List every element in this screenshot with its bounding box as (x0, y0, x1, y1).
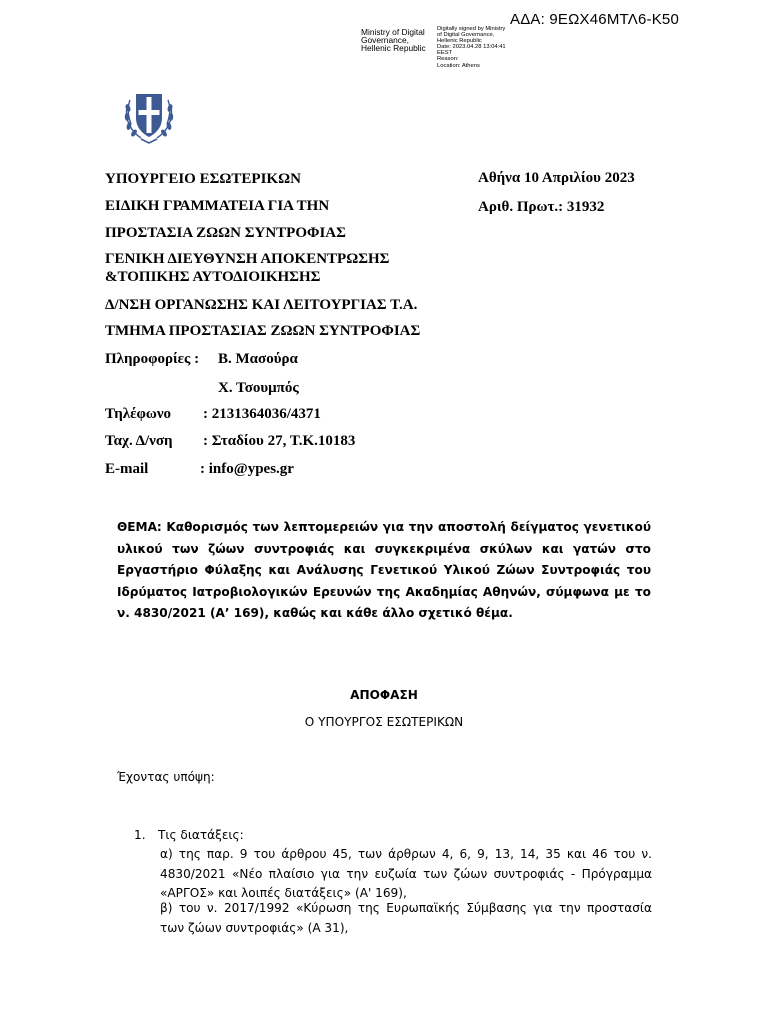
phone-value: : 2131364036/4371 (203, 406, 321, 422)
signature-detail-line: Digitally signed by Ministry (437, 26, 506, 32)
signature-detail-line: Reason: (437, 56, 459, 63)
email-value: : info@ypes.gr (200, 461, 294, 477)
list-item-b: β) του ν. 2017/1992 «Κύρωση της Ευρωπαϊκής Σύμβασης για την προστασία των ζώων συντροφιάς» (Α 31), (160, 901, 652, 935)
considering-line: Έχοντας υπόψη: (117, 770, 215, 784)
signature-detail-line: EEST (437, 50, 453, 57)
ada-code: ΑΔΑ: 9ΕΩΧ46ΜΤΛ6-Κ50 (510, 11, 680, 28)
minister-title: Ο ΥΠΟΥΡΓΟΣ ΕΣΩΤΕΡΙΚΩΝ (304, 715, 464, 729)
signature-detail-line: Date: 2023.04.28 13:04:41 (437, 44, 506, 51)
subject-paragraph: ΘΕΜΑ: Καθορισμός των λεπτομερειών για την αποστολή δείγματος γενετικού υλικού των ζώων συντροφιάς και συγκεκριμένα σκύλων και γατών στο Εργαστήριο Φύλαξης και Ανάλυσης Γενετικού Υλικού Ζώων Συντροφιάς του Ιδρύματος Ιατροβιολογικών Ερευνών της Ακαδημίας Αθηνών, σύμφωνα με το ν. 4830/2021 (Α’ 169), καθώς και κάθε άλλο σχετικό θέμα. (117, 520, 651, 621)
signature-issuer-line: Hellenic Republic (361, 43, 426, 54)
signature-detail-line: Location: Athens (437, 62, 480, 69)
signature-details (437, 26, 506, 69)
info-name-2: Χ. Τσουμπός (218, 380, 299, 396)
secretariat-line-1: ΕΙΔΙΚΗ ΓΡΑΜΜΑΤΕΙΑ ΓΙΑ ΤΗΝ (105, 198, 330, 214)
document-date: Αθήνα 10 Απριλίου 2023 (478, 170, 635, 186)
list-heading: Τις διατάξεις: (158, 828, 244, 842)
department-line: ΤΜΗΜΑ ΠΡΟΣΤΑΣΙΑΣ ΖΩΩΝ ΣΥΝΤΡΟΦΙΑΣ (105, 323, 421, 339)
signature-detail-line: of Digital Governance, (437, 32, 495, 39)
signature-issuer (361, 28, 426, 53)
address-value: : Σταδίου 27, Τ.Κ.10183 (203, 433, 356, 449)
list-number: 1. (134, 828, 146, 842)
directorate-general-line-2: &ΤΟΠΙΚΗΣ ΑΥΤΟΔΙΟΙΚΗΣΗΣ (105, 269, 321, 285)
secretariat-line-2: ΠΡΟΣΤΑΣΙΑ ΖΩΩΝ ΣΥΝΤΡΟΦΙΑΣ (105, 225, 346, 241)
protocol-number: Αριθ. Πρωτ.: 31932 (478, 199, 605, 215)
greek-emblem-icon (119, 84, 179, 146)
phone-label: Τηλέφωνο (105, 406, 172, 422)
ministry-name: ΥΠΟΥΡΓΕΙΟ ΕΣΩΤΕΡΙΚΩΝ (105, 171, 301, 187)
decision-title: ΑΠΟΦΑΣΗ (350, 688, 418, 702)
signature-issuer-line: Ministry of Digital (361, 27, 425, 37)
list-item-a: α) της παρ. 9 του άρθρου 45, των άρθρων 4, 6, 9, 13, 14, 35 και 46 του ν. 4830/2021 «Νέο πλαίσιο για την ευζωία των ζώων συντροφιάς - Πρόγραμμα «ΑΡΓΟΣ» και λοιπές διατάξεις» (Α' 169), (160, 847, 652, 900)
info-name-1: Β. Μασούρα (218, 351, 298, 367)
signature-issuer-line: Governance, (361, 35, 409, 46)
signature-detail-line: Hellenic Republic (437, 38, 482, 45)
address-label: Ταχ. Δ/νση (105, 433, 173, 449)
directorate-general-line-1: ΓΕΝΙΚΗ ΔΙΕΥΘΥΝΣΗ ΑΠΟΚΕΝΤΡΩΣΗΣ (105, 251, 390, 267)
email-label: E-mail (105, 461, 149, 477)
directorate-line: Δ/ΝΣΗ ΟΡΓΑΝΩΣΗΣ ΚΑΙ ΛΕΙΤΟΥΡΓΙΑΣ Τ.Α. (105, 297, 418, 313)
info-label: Πληροφορίες : (105, 351, 200, 367)
